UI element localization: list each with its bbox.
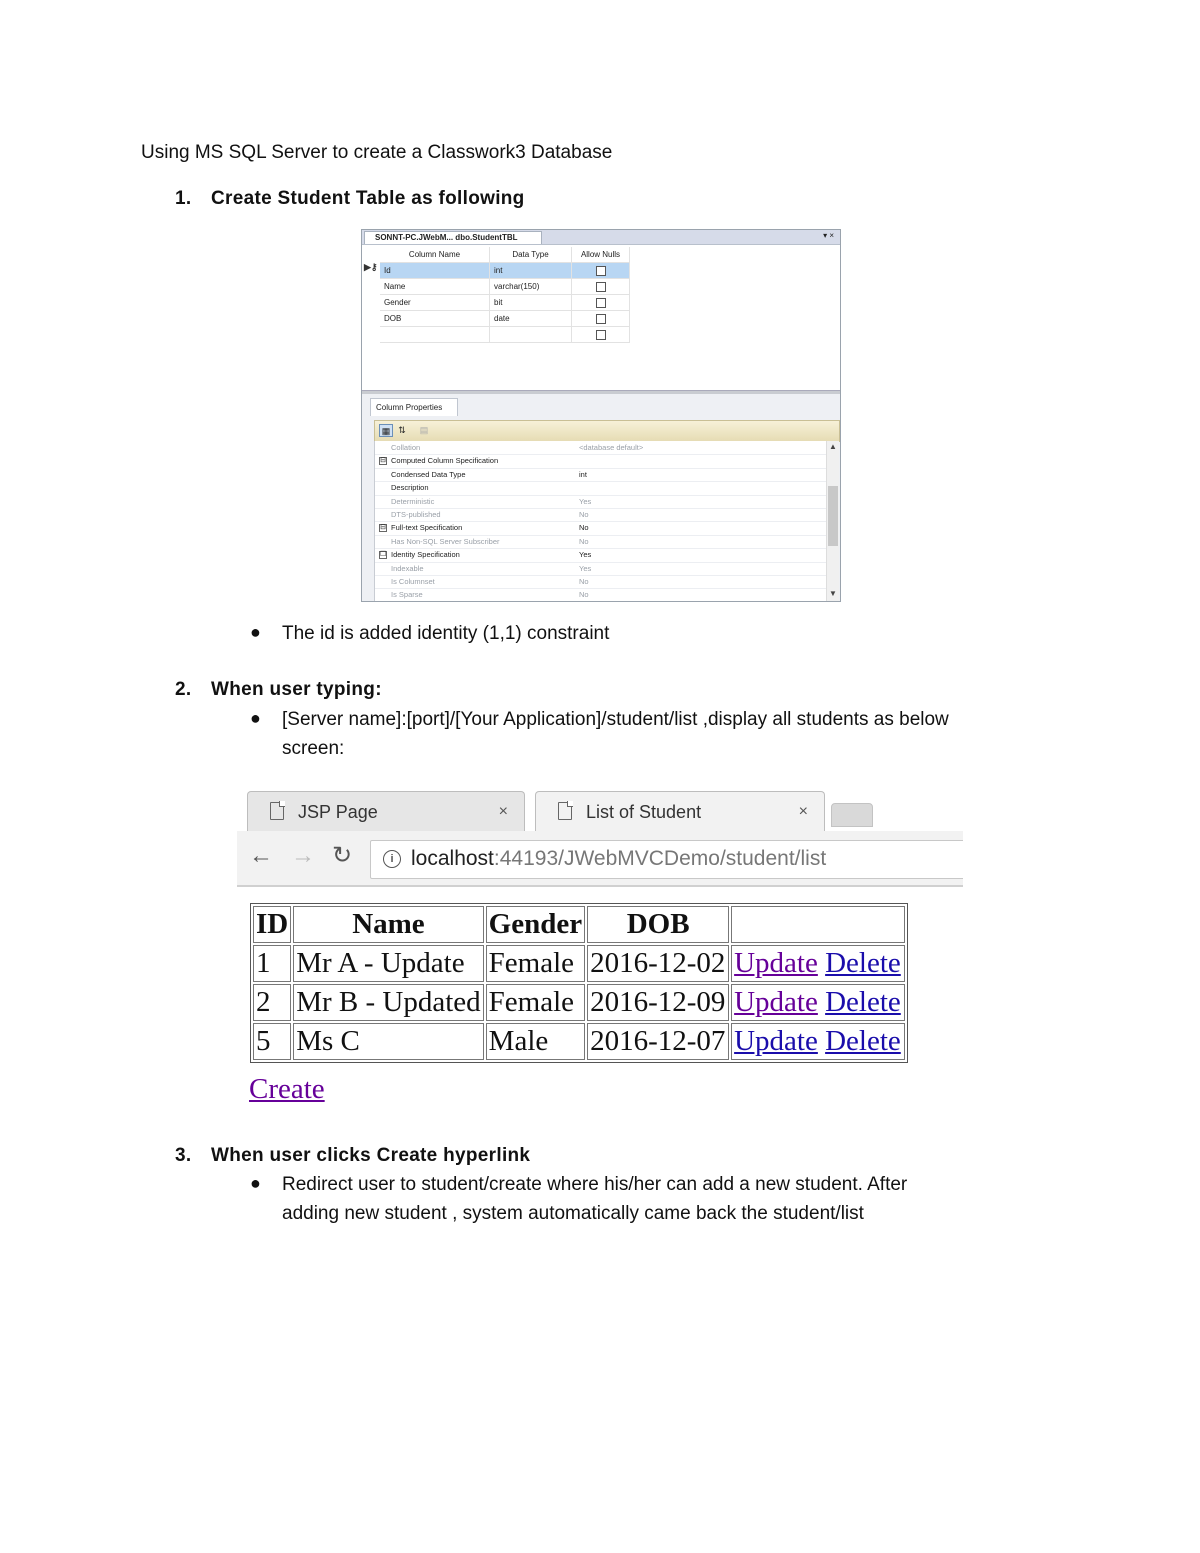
ssms-tab-bar (362, 230, 840, 245)
ssms-allow-nulls-cell (572, 327, 630, 343)
address-bar[interactable] (370, 840, 963, 879)
ssms-column-type[interactable]: date (490, 311, 572, 327)
allow-nulls-checkbox[interactable] (596, 266, 606, 276)
url-text[interactable]: localhost:44193/JWebMVCDemo/student/list (411, 847, 827, 870)
ssms-header-data-type: Data Type (490, 247, 572, 263)
ssms-allow-nulls-cell (572, 295, 630, 311)
ssms-table-designer (361, 229, 841, 602)
ssms-header-allow-nulls: Allow Nulls (572, 247, 630, 263)
forward-arrow-icon[interactable]: → (291, 842, 315, 869)
ssms-allow-nulls-cell (572, 311, 630, 327)
info-icon[interactable]: i (383, 850, 401, 868)
alphabetical-sort-icon[interactable]: ⇅ (398, 425, 406, 435)
cell-actions (731, 984, 905, 1021)
header-gender: Gender (486, 906, 585, 943)
allow-nulls-checkbox[interactable] (596, 330, 606, 340)
cell-name: Ms C (293, 1023, 483, 1060)
ssms-grid-header (380, 247, 630, 263)
update-link[interactable]: Update (734, 986, 818, 1018)
ssms-column-type[interactable]: varchar(150) (490, 279, 572, 295)
ssms-column-type[interactable]: bit (490, 295, 572, 311)
cell-name: Mr A - Update (293, 945, 483, 982)
scroll-up-icon[interactable]: ▲ (829, 442, 837, 451)
ssms-column-row-empty[interactable] (380, 327, 630, 343)
ssms-column-name[interactable]: Id (380, 263, 490, 279)
cell-gender: Female (486, 984, 585, 1021)
collapse-icon[interactable]: ⊟ (380, 524, 386, 532)
section-1-title: Create Student Table as following (211, 188, 525, 209)
bullet-icon: ● (250, 622, 261, 642)
property-row[interactable]: Condensed Data Type int (375, 468, 827, 482)
ssms-column-row[interactable] (380, 295, 630, 311)
bullet-text-continued: screen: (282, 738, 345, 759)
new-tab-button[interactable] (831, 803, 873, 827)
section-2-number: 2. (175, 679, 192, 700)
ssms-property-list (374, 441, 827, 601)
delete-link[interactable]: Delete (825, 1025, 901, 1057)
page-icon (558, 802, 572, 820)
tab-label: List of Student (586, 802, 702, 822)
allow-nulls-checkbox[interactable] (596, 314, 606, 324)
cell-dob: 2016-12-02 (587, 945, 729, 982)
cell-actions (731, 1023, 905, 1060)
cell-name: Mr B - Updated (293, 984, 483, 1021)
ssms-header-column-name: Column Name (380, 247, 490, 263)
ssms-column-grid (362, 245, 840, 405)
cell-actions (731, 945, 905, 982)
ssms-column-properties-tab[interactable]: Column Properties (370, 398, 458, 416)
ssms-column-properties-pane (362, 394, 840, 601)
browser-tab-strip (237, 787, 963, 831)
section-1-number: 1. (175, 188, 192, 209)
intro-text: Using MS SQL Server to create a Classwork3 Database (141, 142, 613, 163)
bullet-icon: ● (250, 708, 261, 728)
update-link[interactable]: Update (734, 1025, 818, 1057)
update-link[interactable]: Update (734, 947, 818, 979)
header-actions (731, 906, 905, 943)
cell-dob: 2016-12-09 (587, 984, 729, 1021)
table-header-row (253, 906, 905, 943)
student-table (250, 903, 908, 1063)
property-row[interactable]: ☐ Identity Specification Yes (375, 548, 827, 562)
ssms-column-type[interactable]: int (490, 263, 572, 279)
ssms-allow-nulls-cell (572, 279, 630, 295)
property-row[interactable]: Description (375, 481, 827, 495)
property-scrollbar[interactable] (826, 441, 839, 601)
bullet-text: The id is added identity (1,1) constraint (282, 623, 610, 644)
ssms-document-tab[interactable]: SONNT-PC.JWebM... dbo.StudentTBL (364, 231, 542, 244)
table-row (253, 1023, 905, 1060)
ssms-column-name[interactable] (380, 327, 490, 343)
browser-window (237, 787, 963, 887)
property-row[interactable]: Deterministic Yes (375, 495, 827, 509)
property-row[interactable]: Is Columnset No (375, 575, 827, 589)
ssms-column-row[interactable] (380, 263, 630, 279)
table-row (253, 945, 905, 982)
header-id: ID (253, 906, 291, 943)
ssms-primary-key-icon: ▶⚷ (364, 262, 378, 272)
ssms-column-row[interactable] (380, 279, 630, 295)
cell-id: 1 (253, 945, 291, 982)
property-row[interactable]: Has Non-SQL Server Subscriber No (375, 535, 827, 549)
property-row[interactable]: Is Sparse No (375, 588, 827, 602)
scroll-thumb[interactable] (828, 486, 838, 546)
cell-dob: 2016-12-07 (587, 1023, 729, 1060)
browser-toolbar (237, 831, 963, 887)
close-icon[interactable]: × (498, 803, 508, 820)
cell-gender: Female (486, 945, 585, 982)
ssms-tab-controls[interactable]: ▾ × (823, 231, 834, 240)
ssms-column-name[interactable]: DOB (380, 311, 490, 327)
scroll-down-icon[interactable]: ▼ (829, 589, 837, 598)
property-row[interactable]: DTS-published No (375, 508, 827, 522)
allow-nulls-checkbox[interactable] (596, 282, 606, 292)
back-arrow-icon[interactable]: ← (249, 842, 273, 869)
expand-icon[interactable]: ☐ (380, 551, 387, 559)
tab-list-of-student[interactable] (535, 791, 825, 831)
property-row[interactable]: ⊟ Computed Column Specification (375, 454, 827, 468)
tab-label: JSP Page (298, 802, 378, 822)
property-pages-icon[interactable]: ▤ (419, 425, 429, 435)
header-dob: DOB (587, 906, 729, 943)
ssms-column-name[interactable]: Gender (380, 295, 490, 311)
property-row[interactable]: Collation <database default> (375, 441, 827, 455)
bullet-icon: ● (250, 1173, 261, 1193)
bullet-text-continued: adding new student , system automatically came back the student/list (282, 1203, 864, 1224)
close-icon[interactable]: × (798, 803, 808, 820)
property-row[interactable]: ⊟ Full-text Specification No (375, 521, 827, 535)
table-row (253, 984, 905, 1021)
cell-gender: Male (486, 1023, 585, 1060)
ssms-column-name[interactable]: Name (380, 279, 490, 295)
tab-jsp-page[interactable] (247, 791, 525, 831)
bullet-text: Redirect user to student/create where his/her can add a new student. After (282, 1174, 908, 1195)
section-2-title: When user typing: (211, 679, 382, 700)
delete-link[interactable]: Delete (825, 947, 901, 979)
ssms-column-row[interactable] (380, 311, 630, 327)
allow-nulls-checkbox[interactable] (596, 298, 606, 308)
reload-icon[interactable]: ↻ (332, 842, 353, 869)
ssms-allow-nulls-cell (572, 263, 630, 279)
bullet-text: [Server name]:[port]/[Your Application]/student/list ,display all students as below (282, 709, 949, 730)
delete-link[interactable]: Delete (825, 986, 901, 1018)
property-row[interactable]: Indexable Yes (375, 562, 827, 576)
create-link[interactable]: Create (249, 1073, 325, 1105)
cell-id: 2 (253, 984, 291, 1021)
collapse-icon[interactable]: ⊟ (380, 457, 386, 465)
section-3-number: 3. (175, 1145, 192, 1166)
ssms-properties-toolbar (374, 420, 840, 442)
categorized-icon[interactable]: ▦ (379, 424, 393, 437)
ssms-column-type[interactable] (490, 327, 572, 343)
section-3-title: When user clicks Create hyperlink (211, 1145, 531, 1166)
cell-id: 5 (253, 1023, 291, 1060)
page-icon (270, 802, 284, 820)
header-name: Name (293, 906, 483, 943)
